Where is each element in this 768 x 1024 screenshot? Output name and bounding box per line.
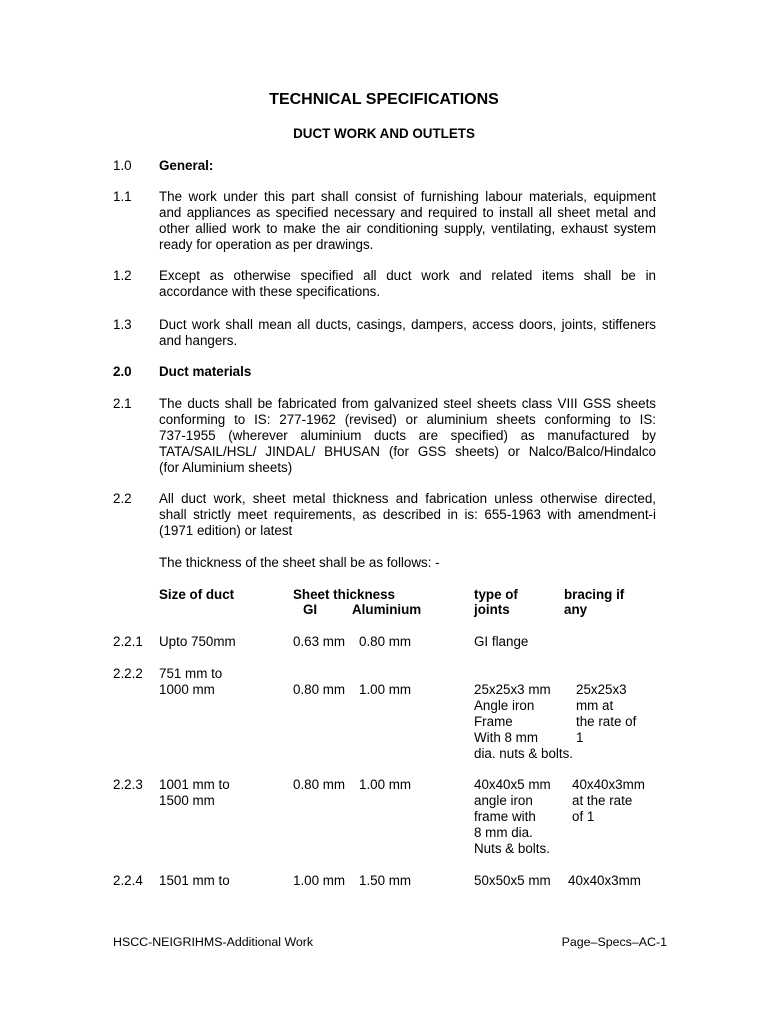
text-line: 737-1955 (wherever aluminium ducts are specified) as manufactured by bbox=[159, 428, 656, 443]
clause-number: 2.2 bbox=[113, 491, 132, 506]
cell-bracing: 40x40x3mm bbox=[568, 873, 641, 888]
cell-gi: 0.80 mm bbox=[293, 682, 346, 697]
clause-number: 1.1 bbox=[113, 189, 132, 204]
col-header-joints-2: joints bbox=[474, 602, 510, 617]
cell-joints: 50x50x5 mm bbox=[474, 873, 551, 888]
cell-size: 1501 mm to bbox=[159, 873, 230, 888]
cell-bracing: 40x40x3mm at the rate of 1 bbox=[572, 777, 645, 824]
text-line: (1971 edition) or latest bbox=[159, 523, 293, 538]
cell-aluminium: 1.50 mm bbox=[359, 873, 412, 888]
section-number: 1.0 bbox=[113, 158, 132, 173]
cell-joints: GI flange bbox=[474, 634, 529, 649]
clause-number: 2.1 bbox=[113, 396, 132, 411]
cell-aluminium: 0.80 mm bbox=[359, 634, 412, 649]
text-line: ready for operation as per drawings. bbox=[159, 237, 374, 252]
text-line: conforming to IS: 277-1962 (revised) or aluminium sheets conforming to IS: bbox=[159, 412, 656, 427]
clause-1-2-text bbox=[159, 268, 656, 300]
col-header-size: Size of duct bbox=[159, 587, 235, 602]
clause-number: 1.2 bbox=[113, 268, 132, 283]
section-subtitle: DUCT WORK AND OUTLETS bbox=[293, 126, 475, 141]
cell-size-2: 1000 mm bbox=[159, 682, 215, 697]
cell-joints: 25x25x3 mm Angle iron Frame With 8 mm dia. nuts & bolts. bbox=[474, 682, 573, 761]
text-line: TATA/SAIL/HSL/ JINDAL/ BHUSAN (for GSS sheets) or Nalco/Balco/Hindalco bbox=[159, 444, 656, 459]
text-line: The work under this part shall consist of furnishing labour materials, equipment bbox=[159, 189, 656, 204]
clause-1-1-text bbox=[159, 189, 656, 253]
col-header-bracing: bracing if bbox=[564, 587, 625, 602]
cell-gi: 0.80 mm bbox=[293, 777, 346, 792]
col-header-aluminium: Aluminium bbox=[352, 602, 422, 617]
table-row-number: 2.2.1 bbox=[113, 634, 143, 649]
clause-2-2-text bbox=[159, 491, 656, 539]
col-header-joints: type of bbox=[474, 587, 518, 602]
table-row-number: 2.2.4 bbox=[113, 873, 143, 888]
clause-number: 1.3 bbox=[113, 317, 132, 332]
cell-aluminium: 1.00 mm bbox=[359, 682, 412, 697]
text-line: other allied work to make the air conditioning supply, ventilating, exhaust system bbox=[159, 221, 656, 236]
col-header-bracing-2: any bbox=[564, 602, 588, 617]
text-line: The ducts shall be fabricated from galvanized steel sheets class VIII GSS sheets bbox=[159, 396, 656, 411]
section-heading-duct-materials: Duct materials bbox=[159, 364, 252, 379]
cell-gi: 1.00 mm bbox=[293, 873, 346, 888]
col-header-sheet-thickness: Sheet thickness bbox=[293, 587, 395, 602]
text-line: and hangers. bbox=[159, 333, 238, 348]
footer-left: HSCC-NEIGRIHMS-Additional Work bbox=[113, 935, 314, 949]
text-line: (for Aluminium sheets) bbox=[159, 460, 293, 475]
section-number: 2.0 bbox=[113, 364, 132, 379]
text-line: Duct work shall mean all ducts, casings, dampers, access doors, joints, stiffeners bbox=[159, 317, 656, 332]
footer-page-ref: Page–Specs–AC-1 bbox=[561, 935, 667, 949]
text-line: and appliances as specified necessary and required to install all sheet metal and bbox=[159, 205, 656, 220]
cell-size: 751 mm to bbox=[159, 666, 223, 681]
cell-aluminium: 1.00 mm bbox=[359, 777, 412, 792]
cell-joints: 40x40x5 mm angle iron frame with 8 mm dia. Nuts & bolts. bbox=[474, 777, 551, 856]
table-row-number: 2.2.3 bbox=[113, 777, 143, 792]
text-line: shall strictly meet requirements, as described in is: 655-1963 with amendment-i bbox=[159, 507, 656, 522]
cell-size: Upto 750mm bbox=[159, 634, 236, 649]
cell-bracing: 25x25x3 mm at the rate of 1 bbox=[576, 682, 637, 745]
text-line: accordance with these specifications. bbox=[159, 284, 381, 299]
page-title: TECHNICAL SPECIFICATIONS bbox=[269, 91, 499, 108]
clause-2-1-text bbox=[159, 396, 656, 476]
thickness-intro: The thickness of the sheet shall be as follows: - bbox=[159, 555, 440, 570]
cell-size-2: 1500 mm bbox=[159, 793, 215, 808]
col-header-gi: GI bbox=[303, 602, 318, 617]
cell-gi: 0.63 mm bbox=[293, 634, 346, 649]
text-line: Except as otherwise specified all duct work and related items shall be in bbox=[159, 268, 656, 283]
clause-1-3-text bbox=[159, 317, 656, 349]
table-row-number: 2.2.2 bbox=[113, 666, 143, 681]
text-line: All duct work, sheet metal thickness and fabrication unless otherwise directed, bbox=[159, 491, 656, 506]
section-heading-general: General: bbox=[159, 158, 214, 173]
cell-size: 1001 mm to bbox=[159, 777, 230, 792]
